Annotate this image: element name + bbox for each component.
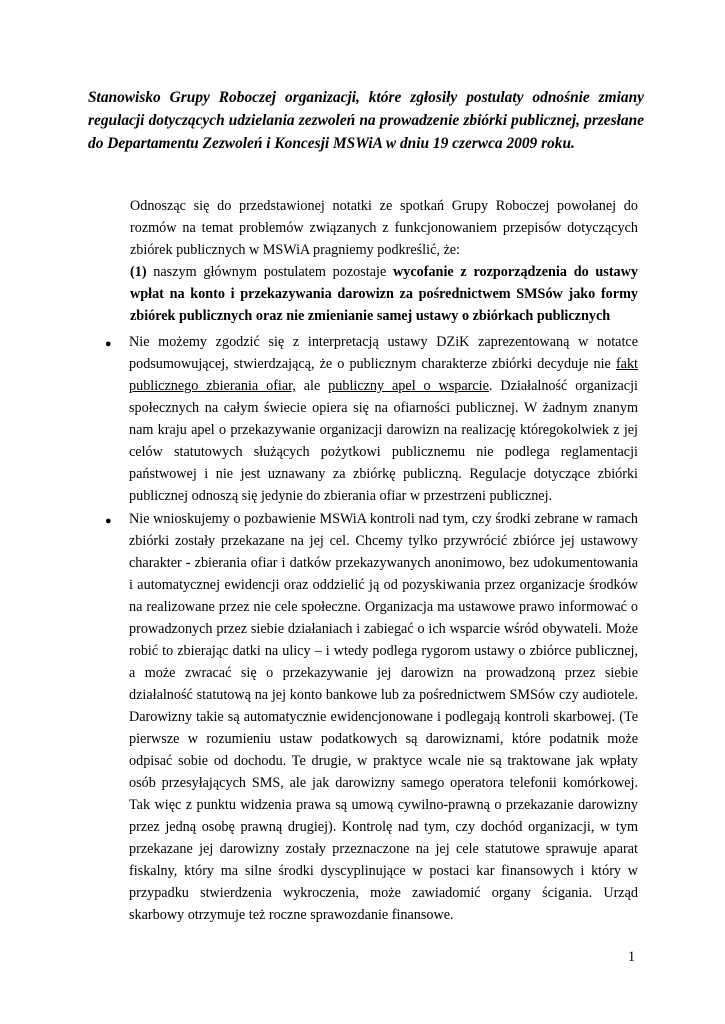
bullet-list-1 — [102, 331, 638, 507]
bullet-item-1 — [102, 331, 638, 507]
bullet-1-text-after: . Działalność organizacji społecznych na całym świecie opiera się na ofiarności publicznej. W żadnym znanym nam kraju apel o przekazywanie organizacji darowizn na realizację któregokolwiek z jej celów statutowych służących pożytkowi publicznemu nie podlega reglamentacji państwowej i nie jest uznawany za zbiórkę publiczną. Regulacje dotyczące zbiórki publicznej odnoszą się jedynie do zbierania ofiar w przestrzeni publicznej. — [129, 378, 638, 504]
point-1-lead: naszym głównym postulatem pozostaje — [146, 264, 393, 280]
bullet-1-text-middle: ale — [295, 378, 329, 394]
bullet-list-2 — [102, 508, 638, 926]
bullet-1-underline-2: publiczny apel o wsparcie — [328, 378, 489, 394]
bullet-dot-icon: ● — [105, 515, 112, 527]
intro-paragraph: Odnosząc się do przedstawionej notatki ze spotkań Grupy Roboczej powołanej do rozmów na temat problemów związanych z funkcjonowaniem przepisów dotyczących zbiórek publicznych w MSWiA pragniemy podkreślić, że: — [130, 198, 638, 258]
bullet-2-text: Nie wnioskujemy o pozbawienie MSWiA kontroli nad tym, czy środki zebrane w ramach zbiórki zostały przekazane na jej cel. Chcemy tylko przywrócić zbiórce jej ustawowy charakter - zbierania ofiar i datków przekazywanych anonimowo, bez udokumentowania i automatycznej ewidencji oraz oddzielić ją od pozyskiwania przez organizacje środków na realizowane przez nie cele społeczne. Organizacja ma ustawowe prawo informować o prowadzonych przez siebie działaniach i zabiegać o ich wsparcie wśród obywateli. Może robić to zbierając datki na ulicy – i wtedy podlega rygorom ustawy o zbiórce publicznej, a może zwracać się o przekazywanie jej darowizn na prowadzoną przez siebie działalność statutową na jej konto bankowe lub za pośrednictwem SMSów czy audiotele. Darowizny takie są automatycznie ewidencjonowane i podlegają kontroli skarbowej. (Te pierwsze w rozumieniu ustaw podatkowych są darowiznami, które podatnik może odpisać sobie od dochodu. Te drugie, w praktyce wcale nie są traktowane jak wpłaty osób przesyłających SMS, ale jak darowizny samego operatora telefonii komórkowej. Tak więc z punktu widzenia prawa są umową cywilno-prawną o przekazanie darowizny przez jedną osobę prawną drugiej). Kontrolę nad tym, czy dochód organizacji, w tym przekazane jej darowizny zostały przeznaczone na jej cele statutowe sprawuje aparat fiskalny, który ma silne środki dyscyplinujące w postaci kar finansowych i który w przypadku stwierdzenia wykroczenia, może zawiadomić organy ścigania. Urząd skarbowy otrzymuje też roczne sprawozdanie finansowe. — [129, 511, 638, 923]
bullet-item-2 — [102, 508, 638, 926]
point-1-paragraph — [130, 261, 638, 327]
document-title: Stanowisko Grupy Roboczej organizacji, które zgłosiły postulaty odnośnie zmiany regulacji dotyczących udzielania zezwoleń na prowadzenie zbiórki publicznej, przesłane do Departamentu Zezwoleń i Koncesji MSWiA w dniu 19 czerwca 2009 roku. — [88, 89, 644, 152]
point-1-number: (1) — [130, 264, 147, 280]
bullet-dot-icon: ● — [105, 338, 112, 350]
point-1-bold-text: wycofanie z rozporządzenia do ustawy wpłat na konto i przekazywania darowizn za pośrednictwem SMSów jako formy zbiórek publicznych oraz nie zmienianie samej ustawy o zbiórkach publicznych — [130, 264, 638, 324]
bullet-1-underline-1: fakt publicznego zbierania ofiar, — [129, 356, 638, 394]
bullet-1-text-before: Nie możemy zgodzić się z interpretacją ustawy DZiK zaprezentowaną w notatce podsumowującej, stwierdzającą, że o publicznym charakterze zbiórki decyduje nie — [129, 334, 638, 372]
page-number: 1 — [628, 949, 636, 965]
